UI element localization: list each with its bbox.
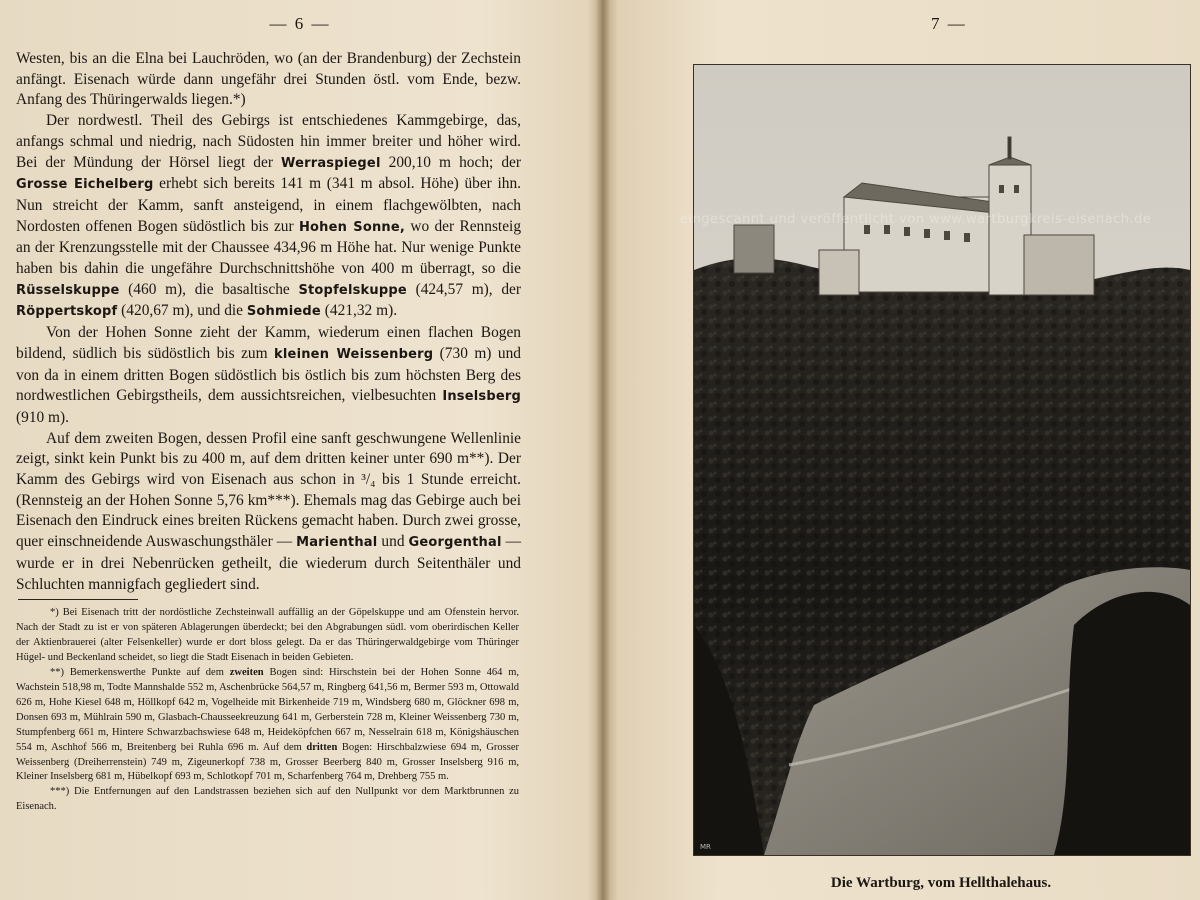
footnotes — [16, 606, 519, 815]
wartburg-photograph — [693, 64, 1191, 856]
highlighted-term: Hohen Sonne, — [298, 219, 406, 235]
text-run: *) Bei Eisenach tritt der nordöstliche Zechsteinwall auffällig an der Göpelskuppe und am Ofenstein hervor. Nach der Stadt zu ist er von späteren Ablagerungen überdeckt; bei den Abgrabungen südl. vom oberirdischen Keller der Aktienbrauerei (alter Felsenkeller) wurde er dort bloss gelegt. Da er das Thüringerwaldgebirge vom Thüringer Hügel- und Beckenland scheidet, so liegt die Stadt Eisenach in beiden Gebieten. — [16, 607, 519, 663]
text-run: (424,57 m), der — [406, 280, 522, 298]
highlighted-term: Inselsberg — [442, 389, 521, 405]
text-run: **) Bemerkenswerthe Punkte auf dem — [50, 666, 230, 678]
text-run: Der nordwestl. Theil des Gebirgs ist entschiedenes Kammgebirge, das, anfangs schmal und niedrig, nach Südosten hin immer breiter und höher wird. Bei der Mündung der Hörsel liegt der — [16, 112, 521, 171]
highlighted-term: dritten — [306, 741, 338, 753]
body-paragraph — [16, 323, 521, 429]
text-run: (420,67 m), und die — [117, 302, 247, 320]
highlighted-term: Rüsselskuppe — [16, 282, 120, 298]
text-run: (460 m), die basaltische — [119, 280, 299, 298]
text-run: 200,10 m hoch; der — [380, 153, 521, 171]
highlighted-term: Röppertskopf — [16, 304, 118, 320]
text-run: (730 m) und von da in einem dritten Bogen südöstlich bis östlich bis zum höchsten Berg des nordwestlichen Gebirgstheils, dem aussichtsreichen, vielbesuchten — [16, 344, 521, 405]
highlighted-term: Stopfelskuppe — [298, 282, 407, 298]
footnote — [16, 666, 519, 786]
photo-image — [694, 65, 1190, 855]
text-run: Auf dem zweiten Bogen, dessen Profil eine sanft geschwungene Wellenlinie zeigt, sinkt kein Punkt bis zu 400 m, auf dem dritten keiner unter 690 m**). Der Kamm des Gebirgs wird von Eisenach aus schon in ³/₄ bis 1 Stunde erreicht. (Rennsteig an der Hohen Sonne 5,76 km***). Ehemals mag das Gebirge auch bei Eisenach den Eindruck eines breiten Rückens gemacht haben. Durch zwei grosse, quer einschneidende Auswaschungsthäler — — [16, 429, 521, 551]
body-paragraph — [16, 49, 521, 111]
highlighted-term: Sohmiede — [246, 304, 321, 320]
right-page — [606, 0, 1200, 900]
text-run: (421,32 m). — [320, 302, 398, 320]
text-run: Bogen: Hirschbalzwiese 694 m, Grosser Weissenberg (Dreiherrenstein) 749 m, Zigeunerkopf 738 m, Grosser Beerberg 840 m, Grosser Inselsberg 916 m, Kleiner Inselsberg 681 m, Hübelkopf 693 m, Schlotkopf 701 m, Scharfenberg 764 m, Drehberg 755 m. — [16, 741, 520, 783]
text-run: Bogen sind: Hirschstein bei der Hohen Sonne 464 m, Wachstein 518,98 m, Todte Mannshalde 552 m, Aschenbrücke 564,57 m, Ringberg 641,56 m, Bermer 593 m, Ottowald 626 m, Hohe Kiesel 648 m, Höllkopf 642 m, Vogelheide mit Birkenheide 719 m, Windsberg 680 m, Glöckner 698 m, Donsen 693 m, Mühlrain 590 m, Glasbach-Chausseekreuzung 641 m, Gerberstein 728 m, Kleiner Weissenberg 730 m, Stumpfenberg 661 m, Hintere Schwarzbachswiese 648 m, Heideköpfchen 667 m, Nesselrain 618 m, Königshäuschen 554 m, Aschhof 566 m, Breitenberg bei Ruhla 696 m. Auf dem — [16, 666, 519, 753]
text-run: wo der Rennsteig an der Krenzungsstelle mit der Chaussee 434,96 m Höhe hat. Nur wenige Punkte haben bis dahin die ungefähre Durchschnittshöhe von 400 m überragt, so die — [16, 217, 522, 278]
text-run: Westen, bis an die Elna bei Lauchröden, wo (an der Brandenburg) der Zechstein anfängt. Eisenach würde dann ungefähr drei Stunden östl. vom Ende, bezw. Anfang des Thüringerwalds liegen.*) — [16, 50, 521, 109]
text-run: und — [377, 533, 409, 551]
text-run: ***) Die Entfernungen auf den Landstrassen beziehen sich auf den Nullpunkt vor dem Marktbrunnen zu Eisenach. — [16, 786, 519, 813]
body-paragraph — [16, 429, 521, 596]
highlighted-term: Werraspiegel — [281, 155, 381, 171]
photographer-mark: MR — [700, 843, 711, 851]
highlighted-term: zweiten — [229, 666, 264, 678]
text-run: (910 m). — [16, 408, 70, 426]
footnote — [16, 606, 519, 666]
text-run: erhebt sich bereits 141 m (341 m absol. Höhe) über ihn. Nun streicht der Kamm, sanft ansteigend, in einem flachgewölbten, nach Nordosten offenen Bogen südöstlich bis zur — [16, 175, 521, 235]
highlighted-term: Georgenthal — [408, 535, 502, 551]
body-paragraph — [16, 111, 521, 323]
footnote-rule — [18, 599, 138, 600]
page-number-right: 7 — — [931, 14, 967, 33]
photo-caption: Die Wartburg, vom Hellthalehaus. — [830, 875, 1052, 891]
scan-watermark: eingescannt und veröffentlicht von www.wartburgkreis-eisenach.de — [680, 212, 1152, 227]
page-number-left: — 6 — — [269, 14, 331, 33]
text-run: — wurde er in drei Nebenrücken getheilt, die wiederum durch Seitenthäler und Schluchten mannigfach gegliedert sind. — [16, 533, 521, 593]
highlighted-term: kleinen Weissenberg — [274, 346, 434, 362]
body-text — [16, 49, 521, 595]
text-run: Von der Hohen Sonne zieht der Kamm, wiederum einen flachen Bogen bildend, südlich bis südöstlich bis zum — [16, 324, 521, 362]
footnote — [16, 785, 519, 815]
highlighted-term: Grosse Eichelberg — [16, 177, 154, 193]
highlighted-term: Marienthal — [296, 535, 378, 551]
